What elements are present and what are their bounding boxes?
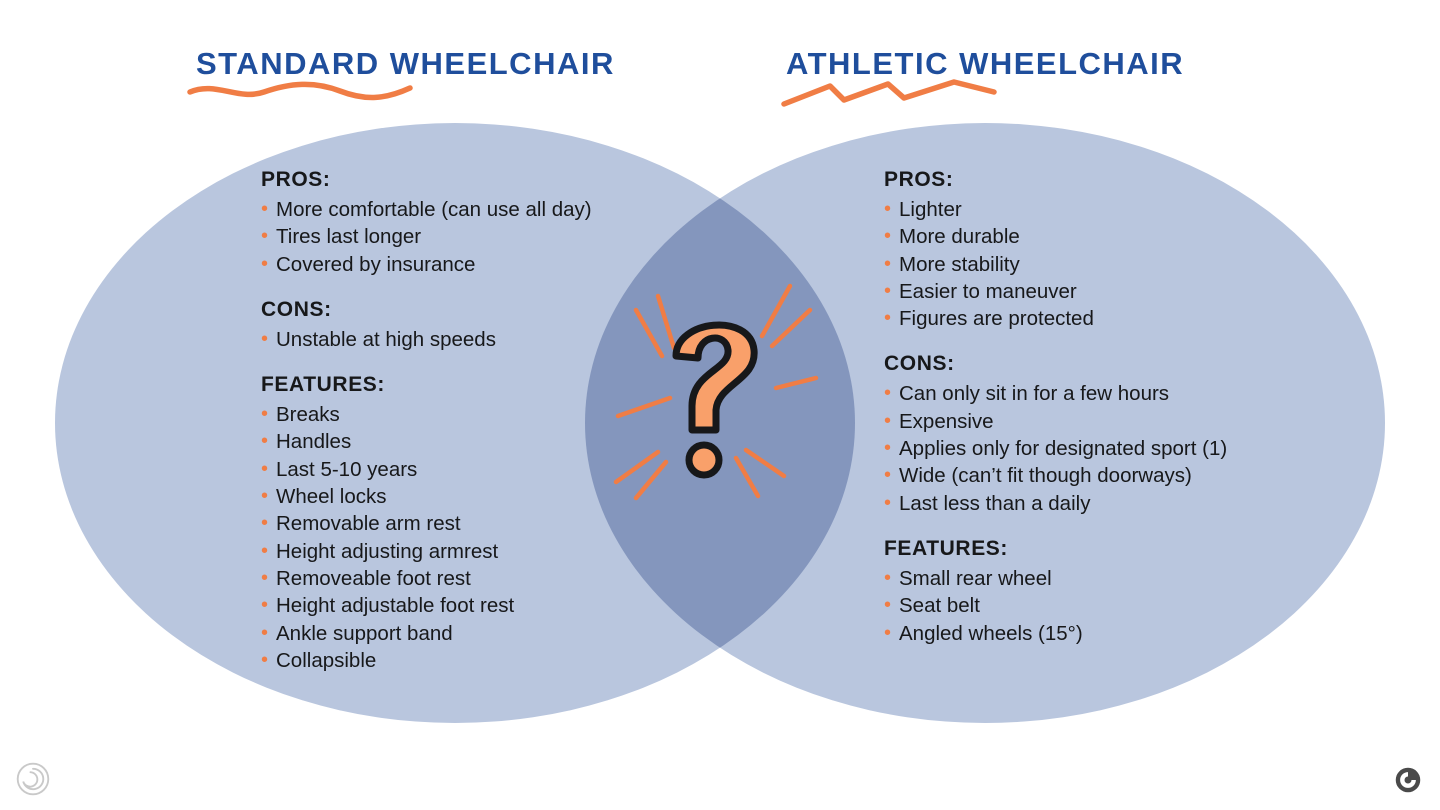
list-item: • Easier to maneuver	[884, 278, 1354, 305]
circle-swirl-logo-icon	[1394, 766, 1422, 794]
list-item: • Handles	[261, 428, 701, 455]
list-item: • Breaks	[261, 401, 701, 428]
group-heading: CONS:	[261, 297, 332, 321]
group-item-list	[884, 380, 1354, 516]
group-right-pros	[884, 168, 1354, 332]
list-item: • More stability	[884, 251, 1354, 278]
spiral-logo-icon	[16, 762, 50, 796]
list-item: • Can only sit in for a few hours	[884, 380, 1354, 407]
group-heading: FEATURES:	[884, 536, 1009, 560]
group-heading: CONS:	[884, 352, 955, 376]
list-item: • Unstable at high speeds	[261, 326, 701, 353]
list-item: • Lighter	[884, 196, 1354, 223]
list-item: • Removable arm rest	[261, 510, 701, 537]
right-circle-content	[884, 168, 1354, 647]
list-item: • Tires last longer	[261, 223, 701, 250]
list-item: • Wheel locks	[261, 483, 701, 510]
group-item-list	[261, 196, 701, 278]
group-left-pros	[261, 168, 701, 278]
group-right-cons	[884, 352, 1354, 516]
list-item: • Small rear wheel	[884, 565, 1354, 592]
question-mark-burst-icon	[600, 270, 840, 520]
list-item: • Seat belt	[884, 592, 1354, 619]
list-item: • Angled wheels (15°)	[884, 620, 1354, 647]
list-item: • More comfortable (can use all day)	[261, 196, 701, 223]
list-item: • Figures are protected	[884, 305, 1354, 332]
list-item: • Covered by insurance	[261, 251, 701, 278]
list-item: • Removeable foot rest	[261, 565, 701, 592]
group-item-list	[884, 196, 1354, 332]
list-item: • Ankle support band	[261, 620, 701, 647]
list-item: • Height adjusting armrest	[261, 538, 701, 565]
title-underline-right-zigzag	[778, 76, 1008, 110]
list-item: • Applies only for designated sport (1)	[884, 435, 1354, 462]
list-item: • More durable	[884, 223, 1354, 250]
title-underline-left-squiggle	[186, 78, 416, 104]
list-item: • Expensive	[884, 408, 1354, 435]
list-item: • Height adjustable foot rest	[261, 592, 701, 619]
page-title-left: STANDARD WHEELCHAIR	[196, 46, 615, 81]
group-heading: PROS:	[261, 168, 331, 191]
list-item: • Wide (can’t fit though doorways)	[884, 462, 1354, 489]
page-title-right: ATHLETIC WHEELCHAIR	[786, 46, 1185, 81]
list-item: • Last less than a daily	[884, 490, 1354, 517]
group-heading: PROS:	[884, 168, 954, 191]
group-right-features	[884, 537, 1354, 647]
list-item: • Collapsible	[261, 647, 701, 674]
group-item-list	[884, 565, 1354, 647]
group-heading: FEATURES:	[261, 373, 386, 397]
list-item: • Last 5-10 years	[261, 456, 701, 483]
